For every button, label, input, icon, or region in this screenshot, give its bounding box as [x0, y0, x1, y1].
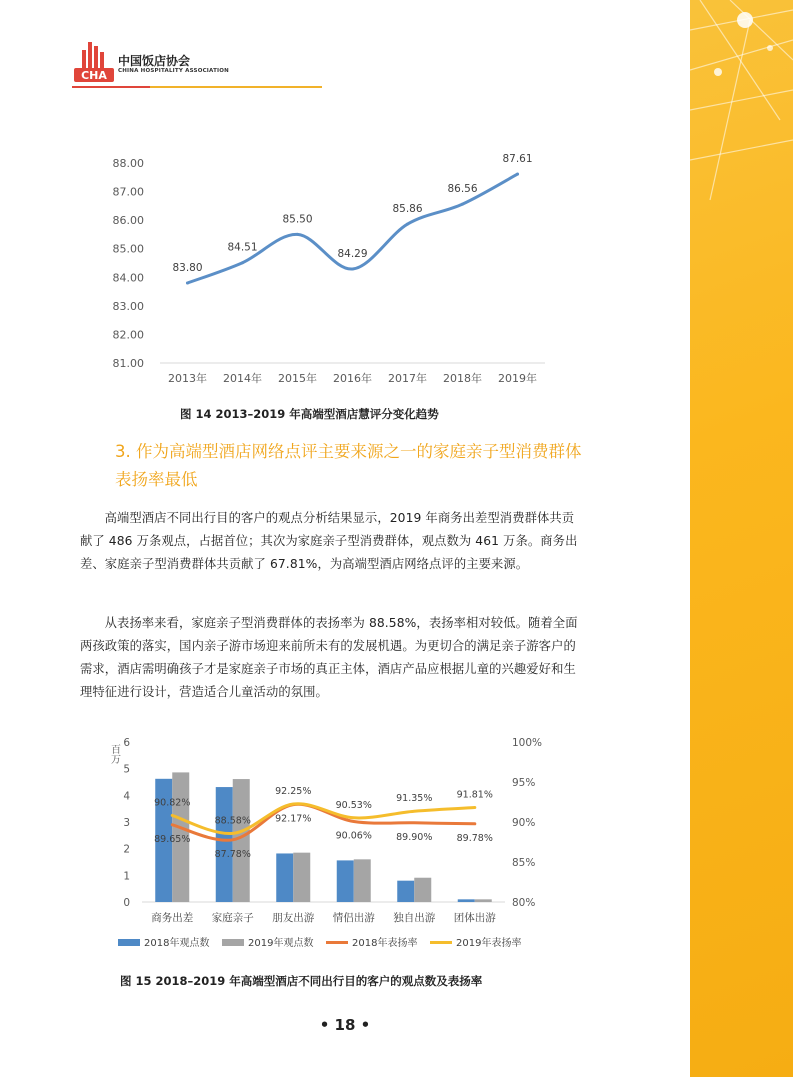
y-tick-label: 84.00 — [112, 271, 144, 285]
data-point — [296, 233, 299, 236]
decorative-side-band — [690, 0, 793, 1077]
y-axis-unit: 百万 — [108, 744, 120, 764]
label-2018-rate: 92.17% — [275, 813, 312, 825]
org-name-en: CHINA HOSPITALITY ASSOCIATION — [118, 68, 229, 74]
y-tick-label: 87.00 — [112, 185, 144, 199]
bar-2018 — [276, 853, 293, 902]
label-2018-rate: 89.90% — [396, 831, 433, 843]
header-rule-gold — [150, 86, 322, 88]
data-label: 85.86 — [392, 203, 423, 216]
y-tick-label: 88.00 — [112, 157, 144, 170]
bar-2018 — [458, 899, 475, 902]
y-right-tick-label: 100% — [512, 737, 543, 749]
y-tick-label: 82.00 — [112, 328, 144, 342]
data-point — [406, 223, 409, 226]
x-tick-label: 家庭亲子 — [211, 912, 254, 924]
paragraph-1: 高端型酒店不同出行目的客户的观点分析结果显示，2019 年商务出差型消费群体共贡献了 486 万条观点，占据首位；其次为家庭亲子型消费群体，观点数为 461 万条。商务出差、家庭亲子型消费群体共贡献了 67.81%，为高端型酒店网络点评的主要来源。 — [80, 511, 578, 571]
figure-15-caption: 图 15 2018–2019 年高端型酒店不同出行目的客户的观点数及表扬率 — [120, 974, 483, 988]
y-tick-label: 86.00 — [112, 214, 144, 228]
data-label: 84.29 — [337, 248, 368, 260]
bar-2018 — [397, 881, 414, 902]
x-tick-label: 2016年 — [333, 372, 372, 385]
bar-2019 — [475, 899, 492, 902]
legend-label: 2018年观点数 — [144, 938, 210, 949]
x-tick-label: 2013年 — [168, 372, 207, 385]
data-label: 84.51 — [227, 241, 258, 254]
data-point — [351, 268, 354, 271]
label-2019-rate: 90.53% — [335, 799, 372, 811]
data-point — [241, 261, 244, 264]
label-2019-rate: 91.81% — [456, 789, 493, 801]
data-label: 85.50 — [282, 213, 313, 226]
data-point — [461, 203, 464, 206]
data-point — [186, 282, 189, 285]
y-right-tick-label: 95% — [512, 777, 536, 789]
x-tick-label: 情侣出游 — [332, 912, 375, 924]
logo-letters: CHA — [81, 69, 107, 82]
label-2019-rate: 90.82% — [154, 797, 191, 809]
y-left-tick-label: 0 — [123, 897, 130, 909]
bar-2018 — [216, 787, 233, 902]
y-left-tick-label: 4 — [123, 790, 130, 803]
bar-2018 — [337, 860, 354, 902]
y-left-tick-label: 3 — [123, 817, 130, 829]
x-tick-label: 2017年 — [388, 372, 427, 385]
label-2019-rate: 92.25% — [275, 786, 312, 797]
bar-2019 — [293, 853, 310, 902]
data-label: 86.56 — [447, 183, 478, 196]
y-right-tick-label: 80% — [512, 897, 536, 909]
bar-2019 — [354, 859, 371, 902]
legend-label: 2019年观点数 — [248, 938, 314, 949]
x-tick-label: 独自出游 — [393, 912, 436, 924]
figure-14-line-chart — [100, 145, 560, 395]
x-tick-label: 2014年 — [223, 372, 262, 385]
y-tick-label: 81.00 — [112, 357, 144, 370]
y-right-tick-label: 90% — [512, 817, 536, 829]
legend-swatch — [222, 939, 244, 946]
y-left-tick-label: 1 — [123, 870, 130, 883]
legend-swatch — [118, 939, 140, 946]
y-tick-label: 85.00 — [112, 242, 144, 256]
figure-14-caption: 图 14 2013–2019 年高端型酒店慧评分变化趋势 — [180, 407, 439, 421]
label-2019-rate: 88.58% — [214, 815, 251, 827]
x-tick-label: 团体出游 — [453, 912, 496, 924]
x-tick-label: 2015年 — [278, 372, 317, 385]
org-name-cn: 中国饭店协会 — [118, 54, 191, 68]
x-tick-label: 2019年 — [498, 372, 537, 385]
data-point — [516, 173, 519, 176]
section-heading: 3. 作为高端型酒店网络点评主要来源之一的家庭亲子型消费群体表扬率最低 — [115, 442, 582, 489]
label-2018-rate: 90.06% — [335, 830, 372, 842]
label-2019-rate: 91.35% — [396, 793, 433, 805]
figure-15-combo-chart — [100, 730, 560, 962]
y-right-tick-label: 85% — [512, 857, 536, 869]
label-2018-rate: 89.78% — [456, 832, 493, 844]
label-2018-rate: 89.65% — [154, 833, 191, 845]
x-tick-label: 朋友出游 — [272, 912, 315, 924]
page-number: • 18 • — [319, 1016, 371, 1034]
y-left-tick-label: 6 — [123, 737, 130, 749]
bar-2019 — [414, 878, 431, 902]
x-tick-label: 2018年 — [443, 372, 482, 385]
paragraph-2: 从表扬率来看，家庭亲子型消费群体的表扬率为 88.58%，表扬率相对较低。随着全面两孩政策的落实，国内亲子游市场迎来前所未有的发展机遇。为更切合的满足亲子游客户的需求，酒店需明确孩子才是家庭亲子市场的真正主体，酒店产品应根据儿童的兴趣爱好和生理特征进行设计，营造适合儿童活动的氛围。 — [80, 616, 578, 699]
y-left-tick-label: 2 — [123, 843, 130, 856]
y-tick-label: 83.00 — [112, 299, 144, 313]
data-label: 83.80 — [172, 262, 203, 274]
y-left-tick-label: 5 — [123, 763, 130, 776]
x-tick-label: 商务出差 — [151, 912, 194, 924]
side-band-pattern — [690, 0, 793, 1077]
cha-logo-icon — [72, 40, 118, 86]
label-2018-rate: 87.78% — [214, 848, 251, 860]
org-logo — [72, 40, 312, 90]
legend-label: 2019年表扬率 — [456, 938, 522, 949]
legend-label: 2018年表扬率 — [352, 938, 418, 949]
data-label: 87.61 — [502, 153, 533, 166]
